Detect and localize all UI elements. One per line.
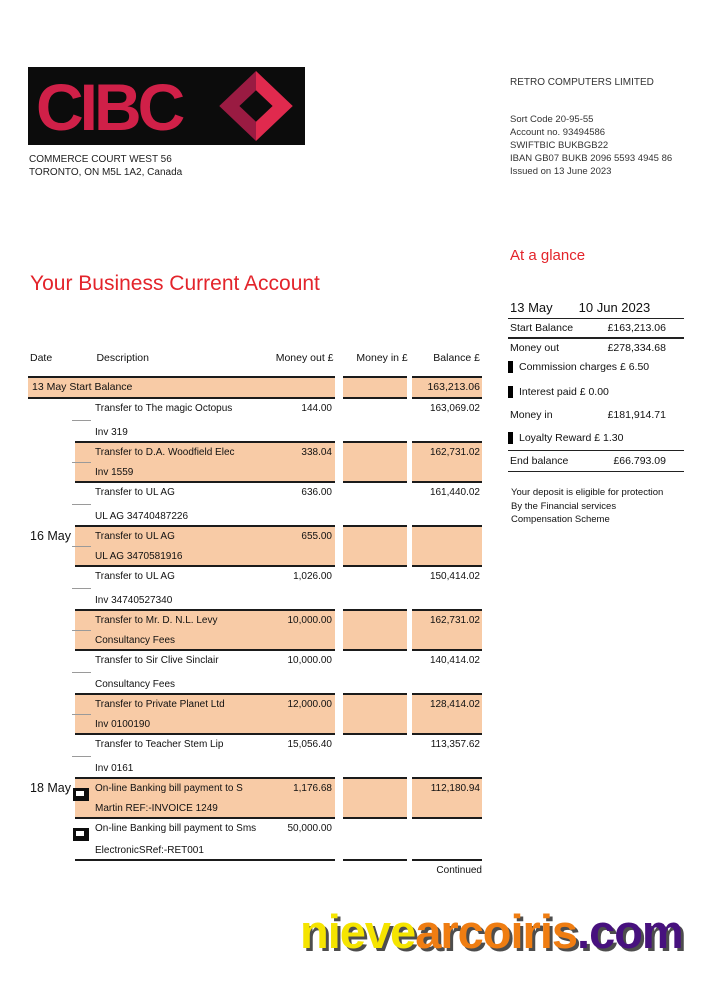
col-header-date: Date: [30, 352, 53, 364]
deposit-protection-note: [511, 486, 663, 527]
row-money-in: [343, 777, 407, 819]
money-in-label: Money in: [510, 409, 553, 421]
watermark-part-2: arcoiris: [415, 905, 578, 958]
row-main-cell: [75, 651, 335, 693]
row-money-out: 50,000.00: [287, 823, 332, 834]
table-row: [28, 441, 482, 483]
at-a-glance-panel: [508, 300, 684, 472]
account-number: Account no. 93494586: [510, 127, 606, 138]
glance-commission: [508, 361, 684, 373]
bank-address: [29, 153, 182, 179]
period-end: 10 Jun 2023: [578, 300, 651, 315]
row-detail: Inv 319: [95, 427, 128, 438]
watermark-part-1: nieve: [300, 905, 416, 958]
glance-money-in: [508, 409, 684, 421]
table-row: [28, 735, 482, 777]
row-balance: 162,731.02: [412, 609, 482, 651]
money-out-value: £278,334.68: [607, 342, 666, 354]
swift-bic: SWIFTBIC BUKBGB22: [510, 140, 609, 151]
start-row-money-in: [343, 376, 407, 399]
table-row: [28, 567, 482, 609]
row-main-cell: [75, 567, 335, 609]
row-main-cell: [75, 693, 335, 735]
row-detail: UL AG 3470581916: [95, 551, 183, 562]
table-header-row: [28, 352, 482, 376]
row-description: Transfer to UL AG: [95, 531, 175, 542]
row-marker-icon: [72, 672, 91, 673]
row-money-out: 12,000.00: [287, 699, 332, 710]
row-date: [28, 441, 75, 483]
row-balance: 128,414.02: [412, 693, 482, 735]
row-main-cell: [75, 441, 335, 483]
money-in-value: £181,914.71: [607, 409, 666, 421]
row-date: [28, 483, 75, 525]
row-balance: 112,180.94: [412, 777, 482, 819]
iban: IBAN GB07 BUKB 2096 5593 4945 86: [510, 153, 673, 164]
row-money-out: 636.00: [301, 487, 332, 498]
row-detail: Consultancy Fees: [95, 635, 176, 646]
row-date: 18 May: [30, 781, 71, 795]
col-header-money-out: Money out £: [275, 352, 334, 364]
start-balance-label: Start Balance: [510, 322, 574, 334]
row-money-out: 1,176.68: [293, 783, 332, 794]
row-detail: UL AG 34740487226: [95, 511, 189, 522]
sort-code: Sort Code 20-95-55: [510, 114, 594, 125]
row-money-in: [343, 483, 407, 525]
row-money-in: [343, 441, 407, 483]
continued-label: Continued: [436, 865, 482, 876]
row-money-out: 1,026.00: [293, 571, 332, 582]
interest-text: Interest paid £ 0.00: [519, 386, 609, 398]
row-balance: 161,440.02: [429, 487, 480, 498]
start-balance-row: [28, 376, 482, 399]
row-marker-icon: [72, 546, 91, 547]
row-main-cell: [75, 735, 335, 777]
col-header-description: Description: [96, 352, 149, 364]
row-money-in: [343, 609, 407, 651]
table-row: [28, 609, 482, 651]
row-money-out: 655.00: [301, 531, 332, 542]
row-balance: 113,357.62: [430, 739, 480, 750]
period-start: 13 May: [510, 300, 553, 315]
account-details: [510, 113, 672, 178]
end-balance-value: £66.793.09: [613, 455, 666, 467]
transaction-rows: [28, 399, 482, 861]
row-date: 16 May: [30, 529, 71, 543]
commission-text: Commission charges £ 6.50: [519, 361, 650, 373]
glance-interest: [508, 386, 684, 398]
row-main-cell: [75, 399, 335, 441]
row-balance: 162,731.02: [412, 441, 482, 483]
row-detail: Inv 0161: [95, 763, 134, 774]
row-money-out: 10,000.00: [287, 655, 332, 666]
row-marker-icon: [72, 420, 91, 421]
row-description: Transfer to D.A. Woodfield Elec: [95, 447, 235, 458]
row-money-in: [343, 567, 407, 609]
row-date: [28, 651, 75, 693]
end-balance-label: End balance: [510, 455, 569, 467]
black-bar-icon: [508, 432, 513, 444]
row-detail: ElectronicSRef:-RET001: [95, 845, 204, 856]
row-balance: 140,414.02: [429, 655, 480, 666]
money-out-label: Money out: [510, 342, 560, 354]
row-money-out: 15,056.40: [287, 739, 332, 750]
start-row-text: 13 May Start Balance: [28, 376, 335, 399]
row-detail: Consultancy Fees: [95, 679, 176, 690]
row-date: [28, 609, 75, 651]
row-main-cell: [75, 819, 335, 861]
row-date: [28, 819, 75, 861]
address-line-2: TORONTO, ON M5L 1A2, Canada: [29, 167, 183, 178]
row-detail: Inv 1559: [95, 467, 134, 478]
row-money-out: 338.04: [301, 447, 332, 458]
transactions-table: [28, 352, 482, 861]
protection-line-3: Compensation Scheme: [511, 514, 610, 525]
row-detail: Inv 0100190: [95, 719, 151, 730]
black-bar-icon: [508, 386, 513, 398]
glance-money-out: [508, 339, 684, 357]
watermark-part-3: .com: [577, 905, 683, 958]
row-description: On-line Banking bill payment to Sms: [95, 823, 257, 834]
start-balance-value: £163,213.06: [607, 322, 666, 334]
table-row: [28, 819, 482, 861]
row-balance: 150,414.02: [429, 571, 480, 582]
row-balance: [412, 819, 482, 861]
row-main-cell: [75, 483, 335, 525]
row-description: Transfer to Teacher Stem Lip: [95, 739, 224, 750]
cibc-diamond-icon: [212, 71, 300, 141]
row-marker-icon: [72, 630, 91, 631]
table-row: [28, 399, 482, 441]
row-balance: 163,069.02: [429, 403, 480, 414]
row-marker-icon: [72, 714, 91, 715]
cibc-logo-text: CIBC: [36, 70, 182, 144]
protection-line-1: Your deposit is eligible for protection: [511, 487, 664, 498]
col-header-balance: Balance £: [433, 352, 480, 364]
table-row: [28, 777, 482, 819]
table-row: [28, 525, 482, 567]
row-money-in: [343, 693, 407, 735]
row-marker-icon: [72, 588, 91, 589]
row-marker-icon: [73, 828, 89, 841]
row-money-in: [343, 525, 407, 567]
watermark: [300, 904, 683, 959]
row-main-cell: [75, 777, 335, 819]
row-marker-icon: [72, 462, 91, 463]
row-marker-icon: [73, 788, 89, 801]
account-holder-name: RETRO COMPUTERS LIMITED: [510, 77, 654, 88]
glance-start-balance: [508, 319, 684, 339]
black-bar-icon: [508, 361, 513, 373]
row-main-cell: [75, 609, 335, 651]
row-description: On-line Banking bill payment to S: [95, 783, 243, 794]
row-marker-icon: [72, 504, 91, 505]
row-detail: Martin REF:-INVOICE 1249: [95, 803, 218, 814]
glance-loyalty: [508, 432, 684, 451]
table-row: [28, 483, 482, 525]
row-date: [28, 693, 75, 735]
glance-period: [508, 300, 684, 319]
row-marker-icon: [72, 756, 91, 757]
row-description: Transfer to UL AG: [95, 487, 175, 498]
page-title: Your Business Current Account: [30, 272, 320, 295]
table-row: [28, 651, 482, 693]
loyalty-text: Loyalty Reward £ 1.30: [519, 432, 624, 444]
row-money-in: [343, 651, 407, 693]
row-money-in: [343, 399, 407, 441]
row-description: Transfer to Mr. D. N.L. Levy: [95, 615, 218, 626]
start-row-balance: 163,213.06: [412, 376, 482, 399]
col-header-money-in: Money in £: [356, 352, 408, 364]
row-date: [28, 567, 75, 609]
row-description: Transfer to Private Planet Ltd: [95, 699, 225, 710]
row-money-in: [343, 819, 407, 861]
row-balance: [412, 525, 482, 567]
at-a-glance-heading: At a glance: [510, 247, 586, 264]
issued-date: Issued on 13 June 2023: [510, 166, 612, 177]
protection-line-2: By the Financial services: [511, 500, 617, 512]
address-line-1: COMMERCE COURT WEST 56: [29, 154, 172, 165]
glance-end-balance: [508, 451, 684, 472]
row-date: [28, 735, 75, 777]
row-date: [28, 399, 75, 441]
row-money-out: 10,000.00: [287, 615, 332, 626]
cibc-logo: [28, 67, 305, 145]
col-header-main: [76, 352, 336, 376]
row-description: Transfer to UL AG: [95, 571, 175, 582]
row-description: Transfer to Sir Clive Sinclair: [95, 655, 219, 666]
row-detail: Inv 34740527340: [95, 595, 173, 606]
row-main-cell: [75, 525, 335, 567]
row-money-out: 144.00: [301, 403, 332, 414]
table-row: [28, 693, 482, 735]
row-description: Transfer to The magic Octopus: [95, 403, 233, 414]
row-money-in: [343, 735, 407, 777]
